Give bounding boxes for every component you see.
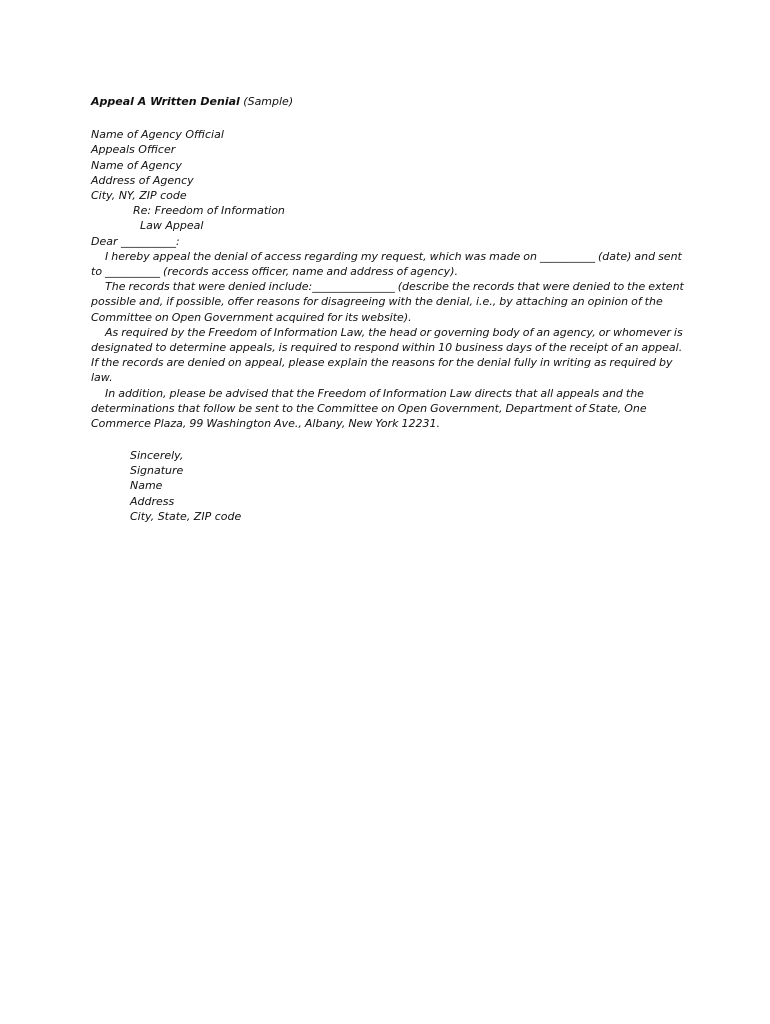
salutation: Dear __________: [91, 234, 180, 248]
closing-address: Address [130, 494, 175, 508]
paragraph-requirement: As required by the Freedom of Information Law, the head or governing body of an agency, or whomever is designated to determine appeals, is required to respond within 10 business days of the receipt of an appeal. If the records are denied on appeal, please explain the reasons for the denial fully in writing as required by law. [91, 325, 683, 385]
recipient-title: Appeals Officer [91, 143, 176, 157]
paragraph-appeal: I hereby appeal the denial of access regarding my request, which was made on __________ (date) and sent to __________ (records access officer, name and address of agency). [91, 249, 682, 279]
re-line-1: Re: Freedom of Information [133, 204, 285, 218]
closing-signature: Signature [130, 464, 184, 478]
recipient-city: City, NY, ZIP code [91, 189, 187, 203]
closing-name: Name [130, 479, 163, 493]
closing-sincerely: Sincerely, [130, 449, 184, 462]
re-line-2: Law Appeal [140, 219, 204, 233]
document-title [91, 94, 691, 109]
closing-city: City, State, ZIP code [130, 509, 242, 523]
title-main: Appeal A Written Denial [91, 95, 240, 108]
closing-block [130, 448, 241, 524]
letter-body [91, 94, 691, 431]
recipient-address: Address of Agency [91, 173, 194, 187]
recipient-agency: Name of Agency [91, 158, 182, 172]
re-block [91, 203, 691, 233]
recipient-official: Name of Agency Official [91, 128, 224, 142]
paragraph-committee: In addition, please be advised that the Freedom of Information Law directs that all appeals and the determinations that follow be sent to the Committee on Open Government, Department of State, One Commerce Plaza, 99 Washington Ave., Albany, New York 12231. [91, 386, 647, 431]
recipient-block [91, 127, 691, 203]
title-suffix: (Sample) [239, 95, 294, 108]
paragraph-records: The records that were denied include:_______________ (describe the records that were denied to the extent possible and, if possible, offer reasons for disagreeing with the denial, i.e., by attaching an opinion of the Committee on Open Government acquired for its website). [91, 280, 684, 324]
